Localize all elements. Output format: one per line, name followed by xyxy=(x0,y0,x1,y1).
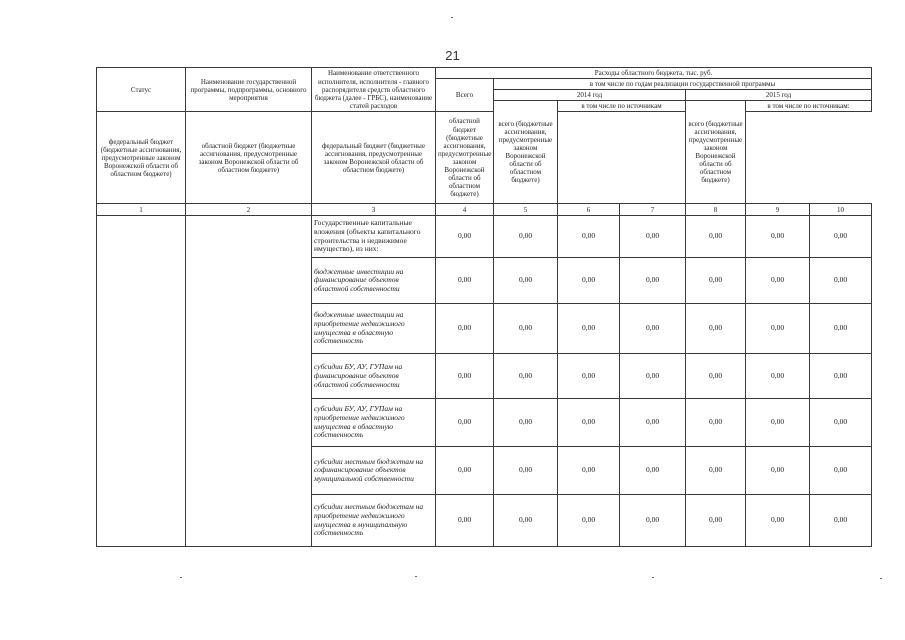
value-cell: 0,00 xyxy=(620,495,686,547)
header-col5: всего (бюджетные ассигнования, предусмотренные законом Воронежской области об областном бюджете) xyxy=(494,101,558,204)
value-cell: 0,00 xyxy=(686,304,746,354)
value-cell: 0,00 xyxy=(620,399,686,447)
column-number: 8 xyxy=(686,204,746,216)
column-number: 2 xyxy=(186,204,312,216)
value-cell: 0,00 xyxy=(558,399,620,447)
column-number: 1 xyxy=(97,204,186,216)
row-description: бюджетные инвестиции на финансирование объектов областной собственности xyxy=(312,258,436,304)
status-cell xyxy=(97,216,186,547)
value-cell: 0,00 xyxy=(558,354,620,399)
value-cell: 0,00 xyxy=(436,216,494,258)
header-expenses-title: Расходы областного бюджета, тыс. руб. xyxy=(436,68,872,79)
row-description: субсидии местным бюджетам на приобретение недвижимого имущества в муниципальную собственность xyxy=(312,495,436,547)
scan-speck xyxy=(880,578,882,579)
value-cell: 0,00 xyxy=(494,399,558,447)
header-by-sources-2015: в том числе по источникам: xyxy=(746,101,872,112)
value-cell: 0,00 xyxy=(746,495,810,547)
value-cell: 0,00 xyxy=(746,304,810,354)
value-cell: 0,00 xyxy=(686,399,746,447)
scan-speck xyxy=(180,577,182,578)
scan-speck xyxy=(652,577,654,578)
value-cell: 0,00 xyxy=(686,258,746,304)
column-number: 10 xyxy=(810,204,872,216)
header-program-name: Наименование государственной программы, подпрограммы, основного мероприятия xyxy=(186,68,312,112)
value-cell: 0,00 xyxy=(810,258,872,304)
header-by-sources-2014: в том числе по источникам xyxy=(558,101,686,112)
value-cell: 0,00 xyxy=(436,258,494,304)
value-cell: 0,00 xyxy=(620,258,686,304)
scan-speck xyxy=(451,17,453,18)
column-number: 6 xyxy=(558,204,620,216)
header-executor: Наименование ответственного исполнителя, исполнителя - главного распорядителя средств областного бюджета (далее - ГРБС), наименование статей расходов xyxy=(312,68,436,112)
value-cell: 0,00 xyxy=(436,495,494,547)
value-cell: 0,00 xyxy=(494,216,558,258)
value-cell: 0,00 xyxy=(494,495,558,547)
header-col8: всего (бюджетные ассигнования, предусмотренные законом Воронежской области об областном бюджете) xyxy=(686,101,746,204)
column-number: 9 xyxy=(746,204,810,216)
column-number: 5 xyxy=(494,204,558,216)
value-cell: 0,00 xyxy=(746,447,810,495)
header-col7: областной бюджет (бюджетные ассигнования, предусмотренные законом Воронежской области об областном бюджете) xyxy=(186,112,312,204)
value-cell: 0,00 xyxy=(810,216,872,258)
value-cell: 0,00 xyxy=(436,304,494,354)
header-col6: федеральный бюджет (бюджетные ассигнования, предусмотренные законом Воронежской области об областном бюджете) xyxy=(97,112,186,204)
header-col10: областной бюджет (бюджетные ассигнования, предусмотренные законом Воронежской области об областном бюджете) xyxy=(436,112,494,204)
value-cell: 0,00 xyxy=(686,447,746,495)
value-cell: 0,00 xyxy=(746,258,810,304)
value-cell: 0,00 xyxy=(494,354,558,399)
table-row xyxy=(97,216,872,258)
value-cell: 0,00 xyxy=(810,447,872,495)
header-col9: федеральный бюджет (бюджетные ассигнования, предусмотренные законом Воронежской области об областном бюджете) xyxy=(312,112,436,204)
header-status: Статус xyxy=(97,68,186,112)
header-year-2015: 2015 год xyxy=(686,90,872,101)
value-cell: 0,00 xyxy=(494,304,558,354)
value-cell: 0,00 xyxy=(686,495,746,547)
value-cell: 0,00 xyxy=(686,354,746,399)
value-cell: 0,00 xyxy=(620,447,686,495)
row-description: субсидии БУ, АУ, ГУПам на приобретение недвижимого имущества в областную собственность xyxy=(312,399,436,447)
value-cell: 0,00 xyxy=(436,447,494,495)
column-number: 4 xyxy=(436,204,494,216)
value-cell: 0,00 xyxy=(810,495,872,547)
value-cell: 0,00 xyxy=(620,304,686,354)
value-cell: 0,00 xyxy=(436,399,494,447)
page-number: 21 xyxy=(445,48,460,63)
value-cell: 0,00 xyxy=(558,495,620,547)
value-cell: 0,00 xyxy=(810,399,872,447)
value-cell: 0,00 xyxy=(810,354,872,399)
value-cell: 0,00 xyxy=(558,304,620,354)
budget-table xyxy=(96,67,872,547)
value-cell: 0,00 xyxy=(746,354,810,399)
row-description: субсидии местным бюджетам на софинансирование объектов муниципальной собственности xyxy=(312,447,436,495)
header-year-2014: 2014 год xyxy=(494,90,686,101)
value-cell: 0,00 xyxy=(436,354,494,399)
row-description: Государственные капитальные вложения (объекты капитального строительства и недвижимое имущество), из них: xyxy=(312,216,436,258)
value-cell: 0,00 xyxy=(620,216,686,258)
column-number: 3 xyxy=(312,204,436,216)
value-cell: 0,00 xyxy=(620,354,686,399)
value-cell: 0,00 xyxy=(558,447,620,495)
header-total: Всего xyxy=(436,79,494,112)
value-cell: 0,00 xyxy=(810,304,872,354)
value-cell: 0,00 xyxy=(494,447,558,495)
row-description: субсидии БУ, АУ, ГУПам на финансирование объектов областной собственности xyxy=(312,354,436,399)
column-number: 7 xyxy=(620,204,686,216)
header-within-program: в том числе по годам реализации государственной программы xyxy=(494,79,872,90)
value-cell: 0,00 xyxy=(746,216,810,258)
value-cell: 0,00 xyxy=(558,216,620,258)
value-cell: 0,00 xyxy=(686,216,746,258)
scan-speck xyxy=(415,576,417,577)
value-cell: 0,00 xyxy=(494,258,558,304)
program-name-cell xyxy=(186,216,312,547)
value-cell: 0,00 xyxy=(746,399,810,447)
row-description: бюджетные инвестиции на приобретение недвижимого имущества в областную собственность xyxy=(312,304,436,354)
value-cell: 0,00 xyxy=(558,258,620,304)
